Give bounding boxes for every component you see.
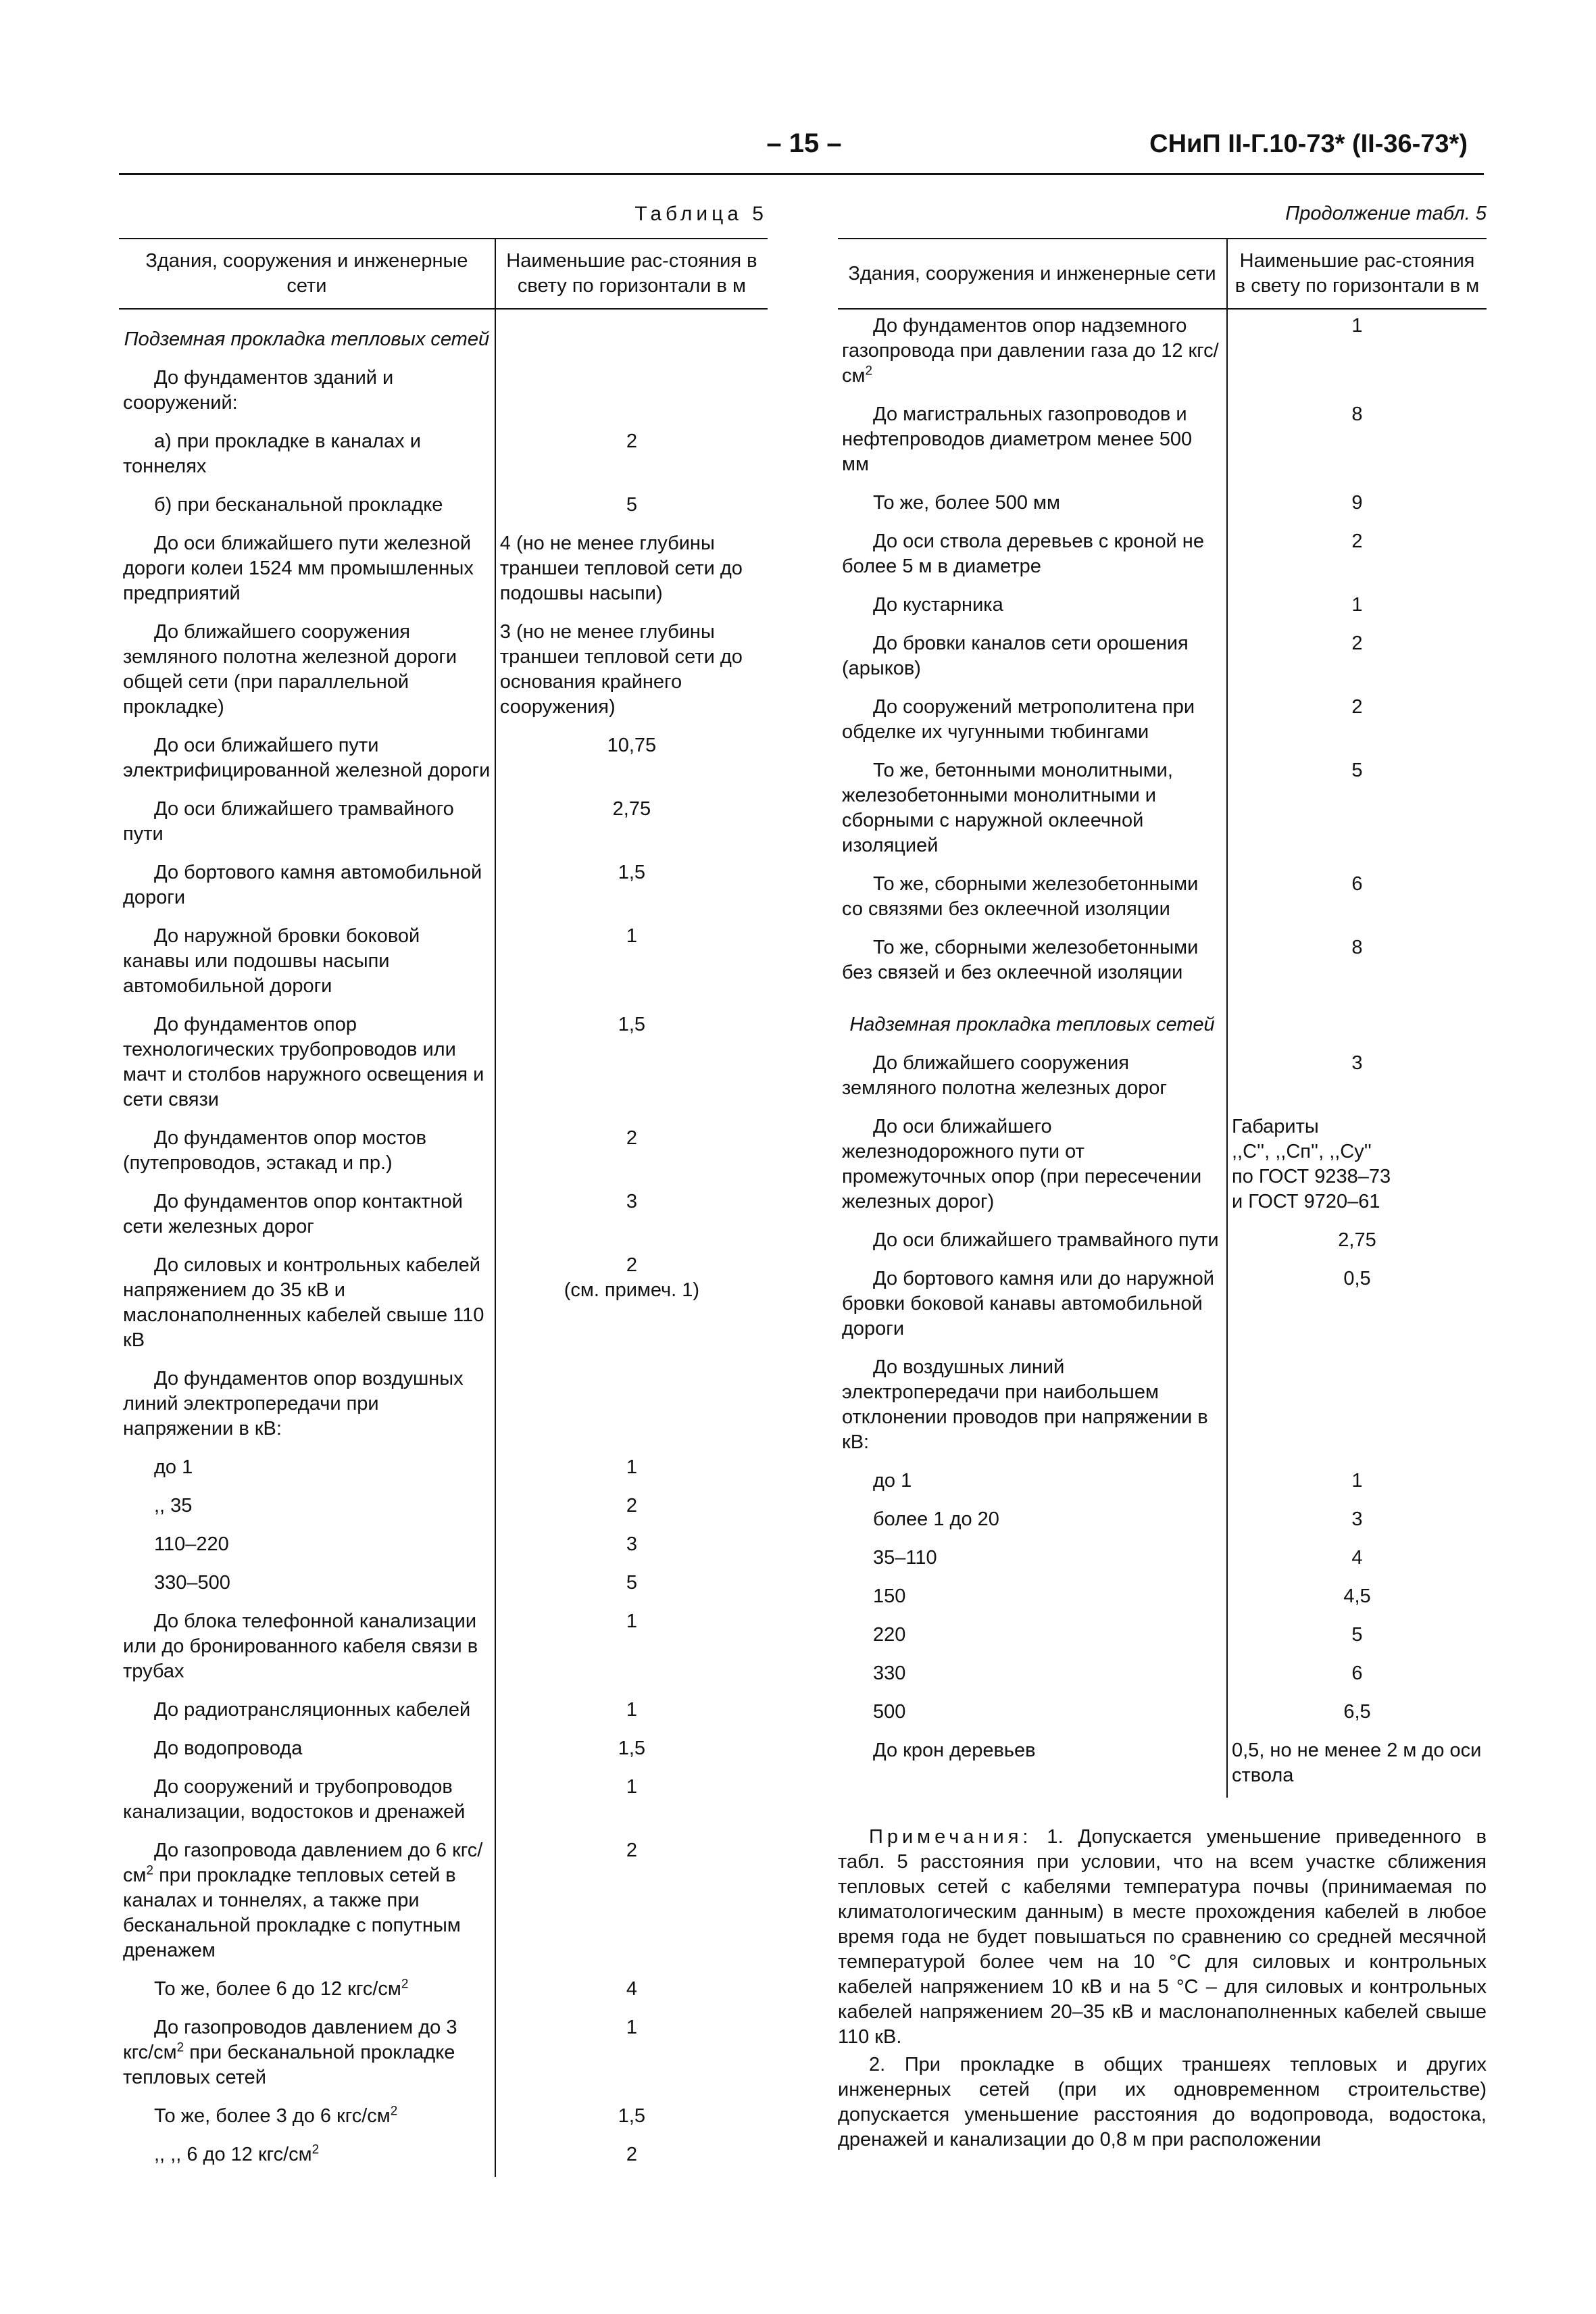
table-row bbox=[838, 1351, 1487, 1464]
table-row bbox=[838, 868, 1487, 931]
row-value: 6,5 bbox=[1227, 1696, 1487, 1734]
table-row bbox=[838, 754, 1487, 868]
table-row bbox=[838, 1734, 1487, 1798]
table-row bbox=[119, 1185, 768, 1249]
table-row bbox=[119, 729, 768, 793]
row-label: То же, сборными железобетонными со связями без оклеечной изоляции bbox=[842, 873, 1199, 920]
row-label: До водопровода bbox=[154, 1738, 303, 1759]
row-value: 2 bbox=[495, 425, 768, 489]
row-value: 5 bbox=[1227, 1619, 1487, 1657]
table-row bbox=[838, 589, 1487, 627]
row-value: 2,75 bbox=[1227, 1224, 1487, 1262]
table-row bbox=[838, 1503, 1487, 1542]
table-row bbox=[838, 1619, 1487, 1657]
page-number: – 15 – bbox=[766, 128, 842, 158]
row-value: 3 bbox=[495, 1528, 768, 1567]
row-value: 1 bbox=[495, 1771, 768, 1834]
table-row bbox=[119, 1528, 768, 1567]
row-value: 8 bbox=[1227, 931, 1487, 995]
row-value: 6 bbox=[1227, 1657, 1487, 1696]
row-label: До фундаментов зданий и сооружений: bbox=[123, 367, 394, 414]
table-5 bbox=[119, 238, 768, 2177]
row-value: 1 bbox=[1227, 309, 1487, 398]
row-label: До наружной бровки боковой канавы или подошвы насыпи автомобильной дороги bbox=[123, 925, 420, 997]
table-row bbox=[119, 856, 768, 920]
row-value: 1 bbox=[495, 1694, 768, 1732]
row-value: 4 bbox=[1227, 1542, 1487, 1580]
row-label: До ближайшего сооружения земляного полотна железной дороги общей сети (при параллельной прокладке) bbox=[123, 621, 457, 718]
table-row bbox=[838, 1047, 1487, 1110]
table-row bbox=[838, 1464, 1487, 1503]
right-column bbox=[838, 203, 1487, 2155]
row-label: До оси ствола деревьев с кроной не более 5 м в диаметре bbox=[842, 531, 1204, 577]
table-row bbox=[119, 1605, 768, 1694]
row-label: До фундаментов опор контактной сети железных дорог bbox=[123, 1191, 463, 1237]
row-label: До бровки каналов сети орошения (арыков) bbox=[842, 633, 1189, 679]
row-value: 8 bbox=[1227, 398, 1487, 487]
table-row bbox=[119, 1834, 768, 1973]
row-value: 0,5, но не менее 2 м до оси ствола bbox=[1227, 1734, 1487, 1798]
table-row bbox=[119, 2011, 768, 2100]
column-header-distance: Наименьшие рас-стояния в свету по горизонтали в м bbox=[495, 239, 768, 309]
row-value bbox=[495, 362, 768, 425]
row-label: До бортового камня автомобильной дороги bbox=[123, 862, 482, 908]
table-row bbox=[838, 931, 1487, 995]
table-row bbox=[119, 1362, 768, 1451]
row-value: 4,5 bbox=[1227, 1580, 1487, 1619]
notes-block bbox=[838, 1825, 1487, 2152]
row-label: до 1 bbox=[873, 1470, 912, 1492]
row-label: До бортового камня или до наружной бровки боковой канавы автомобильной дороги bbox=[842, 1268, 1214, 1339]
table-row bbox=[838, 1542, 1487, 1580]
row-value: 10,75 bbox=[495, 729, 768, 793]
row-label: ,, ,, 6 до 12 кгс/$см^2$ bbox=[154, 2142, 320, 2165]
row-label: До оси ближайшего трамвайного пути bbox=[123, 798, 454, 845]
table-row bbox=[119, 2100, 768, 2138]
table-row bbox=[119, 362, 768, 425]
section-title: Подземная прокладка тепловых сетей bbox=[124, 328, 490, 350]
row-label: До оси ближайшего трамвайного пути bbox=[873, 1229, 1219, 1251]
row-value: 2 bbox=[1227, 627, 1487, 691]
table-row bbox=[119, 1771, 768, 1834]
notes-title: Примечания: bbox=[869, 1826, 1032, 1848]
note-2: 2. При прокладке в общих траншеях тепловых и других инженерных сетей (при их одновременном строительстве) допускается уменьшение расстояния до водопровода, водостока, дренажей и канализации до 0,8 м при расположении bbox=[838, 2054, 1487, 2150]
row-label: ,, 35 bbox=[154, 1495, 193, 1517]
table-row bbox=[119, 527, 768, 616]
table-row bbox=[838, 691, 1487, 754]
row-label: более 1 до 20 bbox=[873, 1508, 999, 1530]
row-value: 1,5 bbox=[495, 856, 768, 920]
row-label: До газопровода давлением до 6 кгс/$см^2$ при прокладке тепловых сетей в каналах и тоннелях, а также при бесканальной прокладке с попутным дренажем bbox=[123, 1840, 483, 1961]
row-value: 1 bbox=[495, 2011, 768, 2100]
row-value: 1,5 bbox=[495, 1732, 768, 1771]
table-row bbox=[838, 1110, 1487, 1224]
row-label: До газопроводов давлением до 3 кгс/$см^2$ при бесканальной прокладке тепловых сетей bbox=[123, 2017, 457, 2088]
row-value: 6 bbox=[1227, 868, 1487, 931]
table-row bbox=[119, 1008, 768, 1122]
table-row bbox=[119, 2138, 768, 2177]
table-row bbox=[838, 1224, 1487, 1262]
row-label: До сооружений и трубопроводов канализации, водостоков и дренажей bbox=[123, 1776, 466, 1823]
table-row bbox=[838, 627, 1487, 691]
row-label: То же, более 500 мм bbox=[873, 492, 1060, 514]
table-row bbox=[838, 1657, 1487, 1696]
table-5-continuation bbox=[838, 238, 1487, 1798]
row-value: 3 bbox=[1227, 1047, 1487, 1110]
row-value: 0,5 bbox=[1227, 1262, 1487, 1351]
table-continuation-caption: Продолжение табл. 5 bbox=[1285, 203, 1487, 224]
row-label: До магистральных газопроводов и нефтепроводов диаметром менее 500 мм bbox=[842, 403, 1193, 475]
row-label: То же, более 6 до 12 кгс/$см^2$ bbox=[154, 1977, 409, 2000]
column-header-distance: Наименьшие рас-стояния в свету по горизонтали в м bbox=[1227, 239, 1487, 309]
table-row bbox=[119, 425, 768, 489]
row-value bbox=[495, 1362, 768, 1451]
row-value: 1 bbox=[1227, 589, 1487, 627]
row-label: 220 bbox=[873, 1624, 906, 1646]
table-row bbox=[119, 920, 768, 1008]
row-value: 3 bbox=[495, 1185, 768, 1249]
row-label: До фундаментов опор мостов (путепроводов, эстакад и пр.) bbox=[123, 1127, 427, 1174]
table-row bbox=[838, 487, 1487, 525]
row-label: До фундаментов опор надземного газопровода при давлении газа до 12 кгс/$см^2$ bbox=[842, 315, 1219, 387]
table-row bbox=[838, 398, 1487, 487]
document-code: СНиП II-Г.10-73* (II-36-73*) bbox=[1149, 130, 1468, 158]
row-label: 110–220 bbox=[154, 1533, 229, 1555]
row-value bbox=[1227, 1351, 1487, 1464]
row-label: До сооружений метрополитена при обделке их чугунными тюбингами bbox=[842, 696, 1195, 743]
row-value: 5 bbox=[495, 489, 768, 527]
table-row bbox=[119, 1451, 768, 1490]
table-row bbox=[119, 1567, 768, 1605]
row-label: До воздушных линий электропередачи при наибольшем отклонении проводов при напряжении в кВ: bbox=[842, 1356, 1208, 1453]
row-label: 150 bbox=[873, 1585, 906, 1607]
header-rule bbox=[119, 173, 1484, 175]
row-label: То же, бетонными монолитными, железобетонными монолитными и сборными с наружной оклеечной изоляцией bbox=[842, 760, 1173, 856]
row-label: 330–500 bbox=[154, 1572, 230, 1594]
row-label: До оси ближайшего железнодорожного пути от промежуточных опор (при пересечении железных дорог) bbox=[842, 1116, 1202, 1212]
section-title: Надземная прокладка тепловых сетей bbox=[849, 1014, 1215, 1035]
table-row bbox=[119, 1694, 768, 1732]
column-header-objects: Здания, сооружения и инженерные сети bbox=[119, 239, 495, 309]
row-value: 2,75 bbox=[495, 793, 768, 856]
table-row bbox=[119, 1122, 768, 1185]
table-row bbox=[838, 1696, 1487, 1734]
row-label: 500 bbox=[873, 1701, 906, 1723]
row-label: а) при прокладке в каналах и тоннелях bbox=[123, 430, 421, 477]
table-row bbox=[838, 1262, 1487, 1351]
row-value: 2 bbox=[495, 1834, 768, 1973]
column-header-objects: Здания, сооружения и инженерные сети bbox=[838, 239, 1227, 309]
left-column bbox=[119, 203, 768, 2177]
table-row bbox=[838, 525, 1487, 589]
table-row bbox=[838, 309, 1487, 398]
section-row bbox=[119, 309, 768, 362]
table-row bbox=[119, 1490, 768, 1528]
row-value: 2 bbox=[495, 2138, 768, 2177]
row-value: 2 bbox=[1227, 691, 1487, 754]
row-label: То же, более 3 до 6 кгс/$см^2$ bbox=[154, 2104, 398, 2127]
table-row bbox=[838, 1580, 1487, 1619]
section-row bbox=[838, 995, 1487, 1047]
row-value: 1 bbox=[495, 1451, 768, 1490]
row-label: 35–110 bbox=[873, 1547, 937, 1569]
row-label: До фундаментов опор технологических трубопроводов или мачт и столбов наружного освещения и сети связи bbox=[123, 1014, 484, 1110]
row-label: 330 bbox=[873, 1663, 906, 1684]
row-value: 1 bbox=[1227, 1464, 1487, 1503]
row-value: 2 bbox=[1227, 525, 1487, 589]
row-label: До оси ближайшего пути железной дороги колеи 1524 мм промышленных предприятий bbox=[123, 533, 474, 604]
row-value: 3 (но не менее глубины траншеи тепловой сети до основания крайнего сооружения) bbox=[495, 616, 768, 729]
table-caption: Таблица 5 bbox=[634, 203, 768, 225]
row-value: 1 bbox=[495, 1605, 768, 1694]
row-label: до 1 bbox=[154, 1456, 193, 1478]
table-row bbox=[119, 793, 768, 856]
table-row bbox=[119, 1249, 768, 1362]
row-value: 1,5 bbox=[495, 2100, 768, 2138]
row-label: До кустарника bbox=[873, 594, 1003, 616]
row-value: 9 bbox=[1227, 487, 1487, 525]
row-label: До блока телефонной канализации или до бронированного кабеля связи в трубах bbox=[123, 1610, 478, 1682]
row-value: 2 (см. примеч. 1) bbox=[495, 1249, 768, 1362]
table-header-row bbox=[119, 239, 768, 309]
table-row bbox=[119, 489, 768, 527]
row-value: 2 bbox=[495, 1490, 768, 1528]
row-value: 1,5 bbox=[495, 1008, 768, 1122]
row-value: 5 bbox=[495, 1567, 768, 1605]
table-row bbox=[119, 1732, 768, 1771]
row-label: б) при бесканальной прокладке bbox=[154, 494, 443, 516]
row-value: 5 bbox=[1227, 754, 1487, 868]
row-label: До оси ближайшего пути электрифицированной железной дороги bbox=[123, 735, 491, 781]
row-label: До крон деревьев bbox=[873, 1740, 1036, 1761]
row-value: 1 bbox=[495, 920, 768, 1008]
row-value: 2 bbox=[495, 1122, 768, 1185]
row-label: До фундаментов опор воздушных линий электропередачи при напряжении в кВ: bbox=[123, 1368, 464, 1439]
table-header-row bbox=[838, 239, 1487, 309]
row-value: 4 (но не менее глубины траншеи тепловой сети до подошвы насыпи) bbox=[495, 527, 768, 616]
row-label: До радиотрансляционных кабелей bbox=[154, 1699, 471, 1721]
row-label: До ближайшего сооружения земляного полотна железных дорог bbox=[842, 1052, 1167, 1099]
row-value: Габариты ,,С'', ,,Сп'', ,,Су'' по ГОСТ 9238–73 и ГОСТ 9720–61 bbox=[1227, 1110, 1487, 1224]
table-row bbox=[119, 1973, 768, 2011]
row-value: 4 bbox=[495, 1973, 768, 2011]
row-value: 3 bbox=[1227, 1503, 1487, 1542]
row-label: То же, сборными железобетонными без связей и без оклеечной изоляции bbox=[842, 937, 1199, 983]
row-label: До силовых и контрольных кабелей напряжением до 35 кВ и маслонаполненных кабелей свыше 110 кВ bbox=[123, 1254, 484, 1351]
note-1: Примечания: 1. Допускается уменьшение приведенного в табл. 5 расстояния при условии, что на всем участке сближения тепловых сетей с кабелями температура почвы (принимаемая по климатологическим данным) в месте прохождения кабелей в любое время года не будет повышаться по сравнению со средней месячной температурой более чем на 10 °С для силовых и контрольных кабелей напряжением 10 кВ и на 5 °С – для силовых и контрольных кабелей напряжением 20–35 кВ и маслонаполненных кабелей свыше 110 кВ. bbox=[838, 1826, 1487, 2048]
table-row bbox=[119, 616, 768, 729]
